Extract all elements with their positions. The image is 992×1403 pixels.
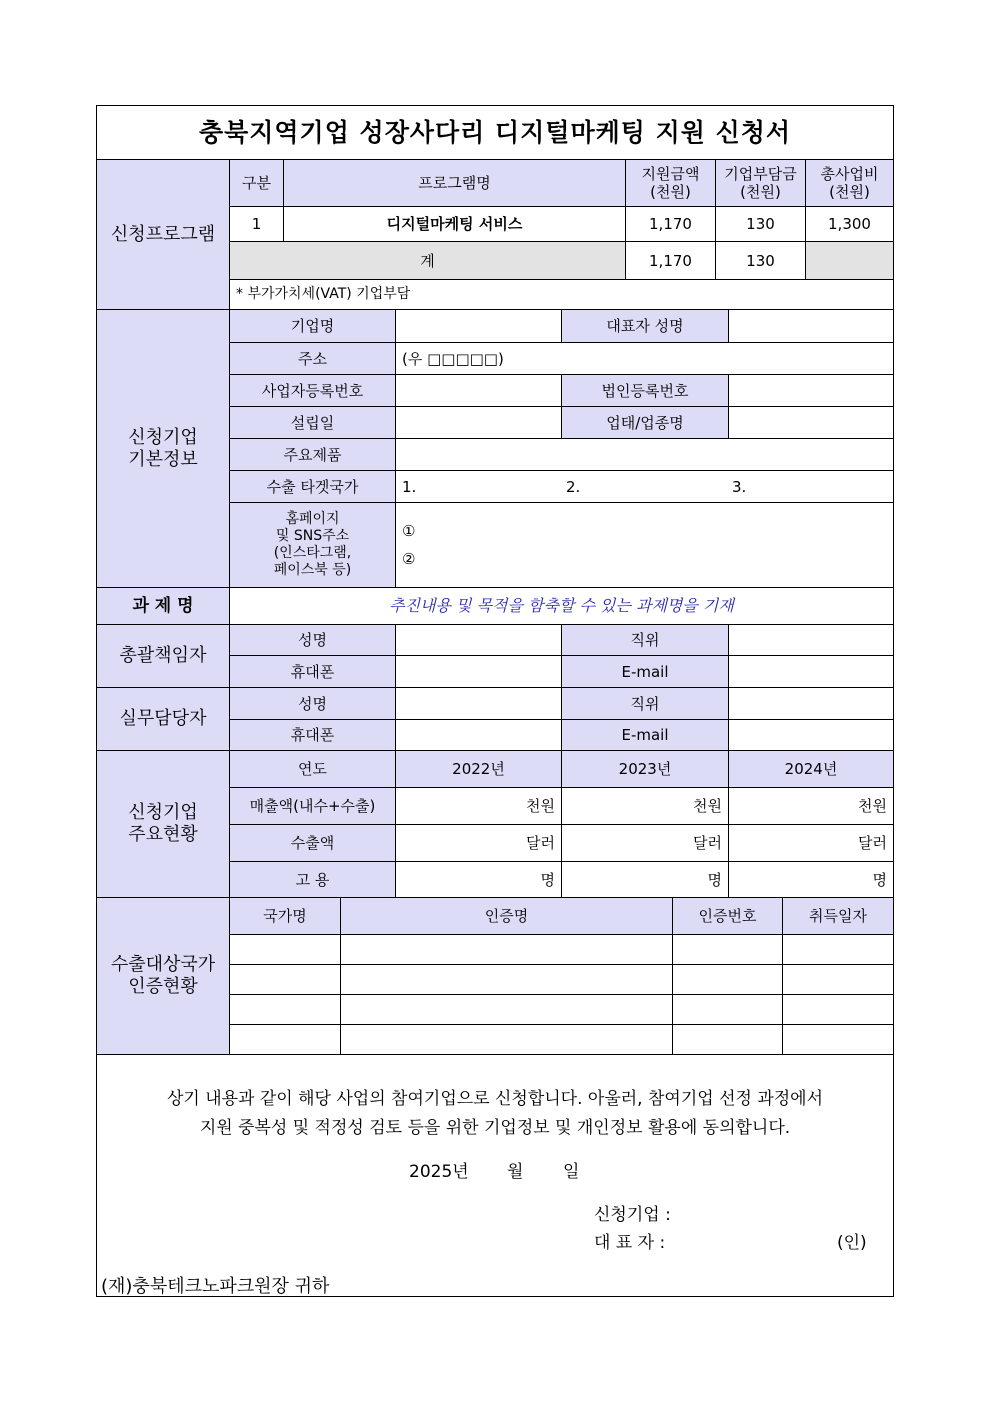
cert-row-date[interactable] [783,965,893,995]
products-label: 주요제품 [230,439,396,471]
form-title: 충북지역기업 성장사다리 디지털마케팅 지원 신청서 [97,106,893,160]
program-row-support: 1,170 [626,207,716,242]
sales-2023-field[interactable]: 천원 [562,788,729,825]
status-section-label: 신청기업 주요현황 [97,751,230,898]
company-section-label: 신청기업 기본정보 [97,310,230,588]
corpno-label: 법인등록번호 [562,375,729,407]
employment-label: 고 용 [230,862,396,898]
company-name-label: 기업명 [230,310,396,343]
cert-row-name[interactable] [341,995,673,1025]
bizno-label: 사업자등록번호 [230,375,396,407]
manager-email-field[interactable] [729,656,893,688]
cert-row-name[interactable] [341,935,673,965]
manager-name-field[interactable] [396,625,562,656]
website-slot-2: ② [402,550,416,568]
date-month[interactable]: 월 [507,1162,524,1182]
program-sum-support: 1,170 [626,242,716,280]
industry-field[interactable] [729,407,893,439]
cert-row-date[interactable] [783,935,893,965]
ceo-name-label: 대표자 성명 [562,310,729,343]
consent-statement-line1: 상기 내용과 같이 해당 사업의 참여기업으로 신청합니다. 아울러, 참여기업 선정 과정에서 [166,1089,824,1109]
program-header-total: 총사업비 (천원) [806,160,893,207]
sales-2022-field[interactable]: 천원 [396,788,562,825]
program-sum-burden: 130 [716,242,806,280]
industry-label: 업태/업종명 [562,407,729,439]
founded-label: 설립일 [230,407,396,439]
cert-row-country[interactable] [230,1025,341,1055]
export-target-slot-2: 2. [566,477,581,496]
status-year-2024: 2024년 [729,751,893,788]
recipient: (재)충북테크노파크원장 귀하 [101,1276,330,1297]
status-year-2023: 2023년 [562,751,729,788]
consent-statement-line2: 지원 중복성 및 적정성 검토 등을 위한 기업정보 및 개인정보 활용에 동의합니다. [199,1118,791,1138]
program-section-label: 신청프로그램 [97,160,230,310]
manager-name-label: 성명 [230,625,396,656]
staff-position-field[interactable] [729,688,893,720]
program-header-no: 구분 [230,160,284,207]
program-row-name: 디지털마케팅 서비스 [284,207,626,242]
cert-row-number[interactable] [673,995,783,1025]
cert-row-number[interactable] [673,1025,783,1055]
cert-row-name[interactable] [341,965,673,995]
program-sum-label: 계 [230,242,626,280]
cert-section-label: 수출대상국가 인증현황 [97,898,230,1055]
export-2024-field[interactable]: 달러 [729,825,893,862]
website-slot-1: ① [402,522,416,540]
manager-phone-label: 휴대폰 [230,656,396,688]
staff-email-field[interactable] [729,720,893,751]
employment-2022-field[interactable]: 명 [396,862,562,898]
export-amount-label: 수출액 [230,825,396,862]
bizno-field[interactable] [396,375,562,407]
cert-row-number[interactable] [673,935,783,965]
date-day[interactable]: 일 [563,1162,580,1182]
export-target-field[interactable] [396,471,893,503]
task-name-field[interactable]: 추진내용 및 목적을 함축할 수 있는 과제명을 기재 [230,588,893,625]
task-name-label: 과 제 명 [97,588,230,625]
sales-2024-field[interactable]: 천원 [729,788,893,825]
export-2022-field[interactable]: 달러 [396,825,562,862]
address-label: 주소 [230,343,396,375]
staff-name-field[interactable] [396,688,562,720]
cert-row-date[interactable] [783,1025,893,1055]
application-form [96,105,894,1297]
cert-header-number: 인증번호 [673,898,783,935]
manager-email-label: E-mail [562,656,729,688]
website-field[interactable] [396,503,893,588]
staff-position-label: 직위 [562,688,729,720]
cert-row-country[interactable] [230,965,341,995]
products-field[interactable] [396,439,893,471]
address-field[interactable]: (우 □□□□□) [396,343,893,375]
manager-position-field[interactable] [729,625,893,656]
sales-label: 매출액(내수+수출) [230,788,396,825]
date-year: 2025년 [409,1162,469,1182]
cert-row-name[interactable] [341,1025,673,1055]
staff-phone-field[interactable] [396,720,562,751]
founded-field[interactable] [396,407,562,439]
export-target-slot-1: 1. [402,477,417,496]
employment-2024-field[interactable]: 명 [729,862,893,898]
program-header-support: 지원금액 (천원) [626,160,716,207]
ceo-name-field[interactable] [729,310,893,343]
program-header-name: 프로그램명 [284,160,626,207]
cert-row-number[interactable] [673,965,783,995]
program-header-burden: 기업부담금 (천원) [716,160,806,207]
staff-email-label: E-mail [562,720,729,751]
program-sum-total[interactable] [806,242,893,280]
vat-note: * 부가가치세(VAT) 기업부담 [230,280,893,310]
signer-ceo-label: 대 표 자 : [594,1233,666,1253]
staff-name-label: 성명 [230,688,396,720]
export-target-label: 수출 타겟국가 [230,471,396,503]
manager-phone-field[interactable] [396,656,562,688]
cert-header-name: 인증명 [341,898,673,935]
company-name-field[interactable] [396,310,562,343]
program-row-burden: 130 [716,207,806,242]
employment-2023-field[interactable]: 명 [562,862,729,898]
export-2023-field[interactable]: 달러 [562,825,729,862]
program-row-no: 1 [230,207,284,242]
website-label: 홈페이지 및 SNS주소 (인스타그램, 페이스북 등) [230,503,396,588]
cert-header-date: 취득일자 [783,898,893,935]
status-year-label: 연도 [230,751,396,788]
manager-position-label: 직위 [562,625,729,656]
manager-section-label: 총괄책임자 [97,625,230,688]
staff-phone-label: 휴대폰 [230,720,396,751]
status-year-2022: 2022년 [396,751,562,788]
cert-row-country[interactable] [230,995,341,1025]
cert-header-country: 국가명 [230,898,341,935]
export-target-slot-3: 3. [732,477,747,496]
cert-row-country[interactable] [230,935,341,965]
seal-mark: (인) [837,1233,867,1253]
staff-section-label: 실무담당자 [97,688,230,751]
corpno-field[interactable] [729,375,893,407]
cert-row-date[interactable] [783,995,893,1025]
program-row-total: 1,300 [806,207,893,242]
applicant-label: 신청기업 : [594,1205,671,1225]
